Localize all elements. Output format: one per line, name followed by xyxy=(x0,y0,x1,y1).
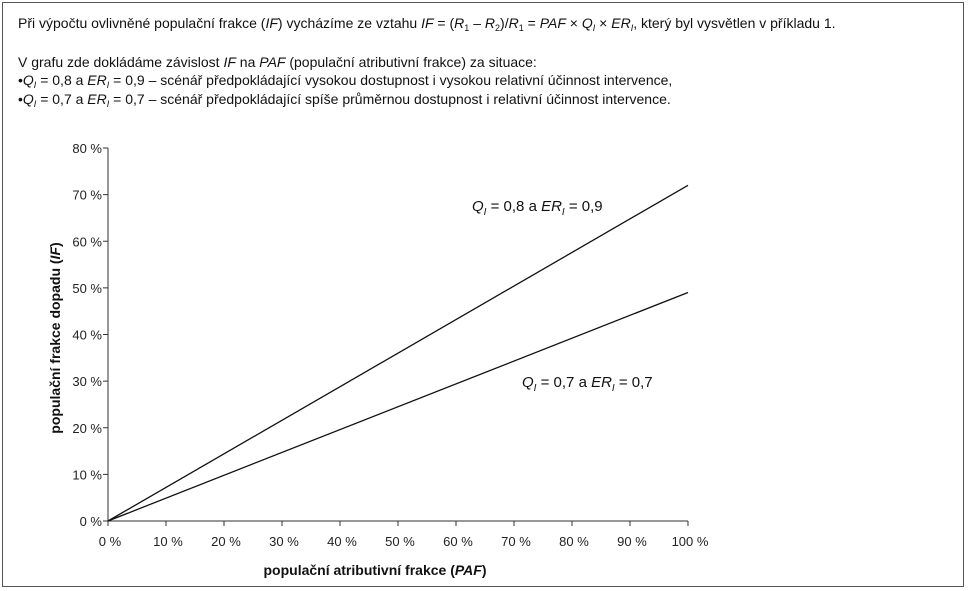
x-tick-label: 60 % xyxy=(443,534,473,549)
scenarios-intro: V grafu zde dokládáme závislost IF na PAF (populační atributivní frakce) za situace: xyxy=(18,54,537,70)
y-tick-label: 50 % xyxy=(72,280,102,296)
x-tick-label: 70 % xyxy=(501,534,531,549)
y-tick-label: 10 % xyxy=(72,467,102,483)
intro-text: Při výpočtu ovlivněné populační frakce (IF) vycházíme ze vztahu IF = $(R_1 - R_2)/R_1$ = PAF × $Q_I \times ER_I$, který byl vysvětlen v příkladu 1. xyxy=(18,15,836,33)
series-1-line xyxy=(108,185,688,521)
x-tick-label: 90 % xyxy=(617,534,647,549)
chart-series xyxy=(108,185,688,521)
x-axis-title: populační atributivní frakce (PAF) xyxy=(263,562,487,578)
x-tick-label: 0 % xyxy=(98,534,122,549)
y-tick-label: 30 % xyxy=(72,374,102,390)
series-2-label: $Q_I = 0,7$ a $ER_I = 0,7$ xyxy=(522,374,653,394)
scenario-1-text: $•Q_I = 0,8$ a $ER_I = 0,9$ – scénář předpokládající vysokou dostupnost i vysokou relativní účinnost intervence, xyxy=(18,72,673,90)
x-tick-label: 20 % xyxy=(211,534,241,549)
y-tick-label: 20 % xyxy=(72,420,102,436)
y-axis-title: populační frakce dopadu (IF) xyxy=(47,242,63,434)
x-tick-label: 30 % xyxy=(269,534,299,549)
scenario-2-text: $•Q_I = 0,7$ a $ER_I = 0,7$ – scénář předpokládající spíše průměrnou dostupnost i relativní účinnost intervence. xyxy=(18,91,671,109)
x-tick-label: 10 % xyxy=(153,534,183,549)
y-axis-ticks xyxy=(72,141,108,529)
series-1-label: $Q_I = 0,8$ a $ER_I = 0,9$ xyxy=(472,198,603,218)
y-tick-label: 0 % xyxy=(79,514,102,529)
x-tick-label: 80 % xyxy=(559,534,589,549)
y-tick-label: 70 % xyxy=(72,187,102,203)
y-tick-label: 40 % xyxy=(72,327,102,343)
series-2-line xyxy=(108,293,688,522)
y-tick-label: 60 % xyxy=(72,234,102,250)
x-tick-label: 40 % xyxy=(327,534,357,549)
x-tick-label: 50 % xyxy=(385,534,415,549)
x-axis-ticks xyxy=(99,521,709,549)
x-tick-label: 100 % xyxy=(671,534,709,549)
y-tick-label: 80 % xyxy=(72,141,102,156)
